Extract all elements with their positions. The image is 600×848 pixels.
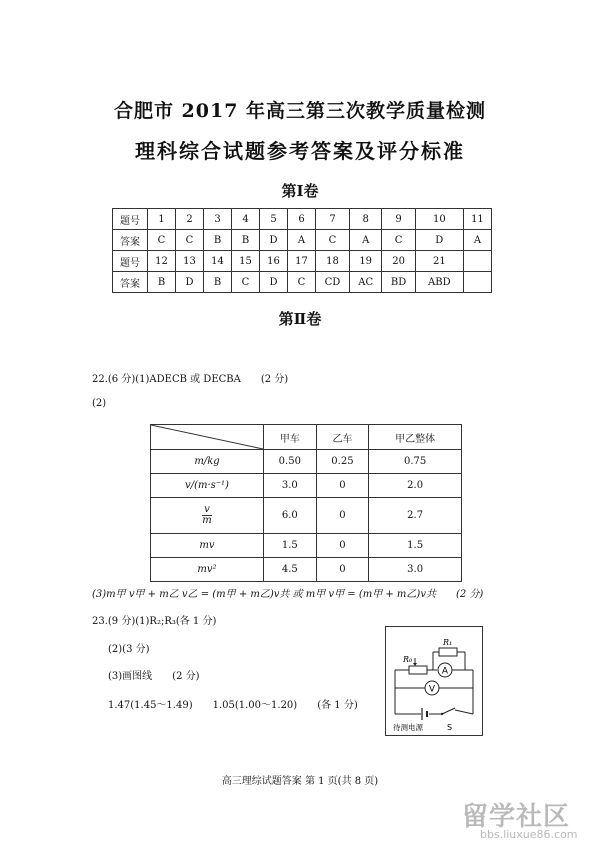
- answer-cell: CD: [316, 272, 350, 293]
- resistor-r0: [409, 666, 427, 674]
- question-number: 14: [204, 251, 232, 272]
- answer-key-table: [112, 208, 492, 293]
- momentum-data-table: [150, 424, 462, 582]
- table-cell: 0: [316, 558, 369, 582]
- r0-label: R₀: [403, 655, 413, 664]
- answer-cell: B: [204, 272, 232, 293]
- question-number: 19: [350, 251, 382, 272]
- question-number: 16: [260, 251, 288, 272]
- answer-cell: D: [415, 230, 463, 251]
- part1-heading: 第Ⅰ卷: [281, 182, 319, 200]
- column-header: 甲乙整体: [369, 425, 462, 450]
- table-cell: 0: [316, 474, 369, 498]
- question-number: 10: [415, 209, 463, 230]
- question-number: 2: [176, 209, 204, 230]
- row-label: 答案: [113, 230, 148, 251]
- question-number: 13: [176, 251, 204, 272]
- resistor-r1: [439, 648, 457, 656]
- question-number: 4: [232, 209, 260, 230]
- row-label: 答案: [113, 272, 148, 293]
- row-label: v/(m·s⁻¹): [151, 474, 264, 498]
- table-row: [151, 558, 462, 582]
- table-cell: 0.25: [316, 450, 369, 474]
- table-row: [113, 209, 492, 230]
- answer-cell: A: [288, 230, 316, 251]
- answer-cell: ABD: [415, 272, 463, 293]
- answer-cell: C: [176, 230, 204, 251]
- q22-answer-1: 22.(6 分)(1)ADECB 或 DECBA (2 分): [92, 374, 289, 385]
- switch-blade: [442, 708, 455, 714]
- answer-cell: C: [148, 230, 176, 251]
- question-number: 12: [148, 251, 176, 272]
- row-label-fraction: [151, 498, 264, 534]
- row-label: 题号: [113, 251, 148, 272]
- diagonal-header-cell: [151, 425, 264, 450]
- page-footer: 高三理综试题答案 第 1 页(共 8 页): [221, 776, 379, 787]
- diagonal-line: [151, 425, 263, 449]
- question-number: 21: [415, 251, 463, 272]
- ammeter-label: A: [441, 666, 449, 677]
- table-row: [151, 498, 462, 534]
- voltmeter-label: V: [428, 684, 436, 695]
- part2-heading: 第Ⅱ卷: [278, 310, 322, 328]
- question-number: 3: [204, 209, 232, 230]
- empty-cell: [463, 272, 491, 293]
- source-label: 待测电源: [393, 723, 423, 732]
- table-row: [151, 450, 462, 474]
- answer-cell: C: [232, 272, 260, 293]
- answer-cell: B: [232, 230, 260, 251]
- q22-answer-3: (3)m甲 v甲 + m乙 v乙 = (m甲 + m乙)v共 或 m甲 v甲 = (m甲 + m乙)v共 (2 分): [92, 589, 484, 600]
- row-label: m/kg: [151, 450, 264, 474]
- answer-cell: BD: [382, 272, 415, 293]
- table-cell: 6.0: [264, 498, 317, 534]
- table-cell: 2.7: [369, 498, 462, 534]
- q23-answer-4: 1.47(1.45～1.49) 1.05(1.00～1.20) (各 1 分): [108, 700, 358, 711]
- table-cell: 2.0: [369, 474, 462, 498]
- watermark-logo: 留学社区: [462, 802, 571, 832]
- answer-cell: C: [288, 272, 316, 293]
- table-row: [151, 534, 462, 558]
- table-row: [151, 474, 462, 498]
- table-row: [113, 230, 492, 251]
- r1-label: R₁: [443, 638, 453, 647]
- fraction: [202, 505, 212, 527]
- q23-answer-3: (3)画图线 (2 分): [108, 671, 200, 682]
- switch-label: S: [447, 723, 453, 732]
- table-cell: 0: [316, 498, 369, 534]
- question-number: 8: [350, 209, 382, 230]
- circuit-diagram: [385, 626, 483, 736]
- question-number: 6: [288, 209, 316, 230]
- answer-cell: C: [316, 230, 350, 251]
- table-cell: 0.50: [264, 450, 317, 474]
- row-label: mv: [151, 534, 264, 558]
- answer-cell: B: [204, 230, 232, 251]
- table-cell: 1.5: [264, 534, 317, 558]
- question-number: 20: [382, 251, 415, 272]
- question-number: 9: [382, 209, 415, 230]
- q22-part2-label: (2): [92, 398, 107, 409]
- table-cell: 3.0: [264, 474, 317, 498]
- table-cell: 1.5: [369, 534, 462, 558]
- fraction-numerator: v: [204, 503, 210, 515]
- question-number: 15: [232, 251, 260, 272]
- answer-cell: AC: [350, 272, 382, 293]
- document-title: 合肥市 2017 年高三第三次教学质量检测: [113, 100, 487, 122]
- answer-cell: A: [463, 230, 491, 251]
- document-subtitle: 理科综合试题参考答案及评分标准: [135, 139, 465, 163]
- answer-cell: D: [260, 230, 288, 251]
- row-label: mv²: [151, 558, 264, 582]
- column-header: 乙车: [316, 425, 369, 450]
- answer-cell: A: [350, 230, 382, 251]
- watermark-url: bbs.liuxue86.com: [480, 828, 578, 841]
- empty-cell: [463, 251, 491, 272]
- question-number: 5: [260, 209, 288, 230]
- question-number: 17: [288, 251, 316, 272]
- table-row: [113, 251, 492, 272]
- table-cell: 4.5: [264, 558, 317, 582]
- row-label: 题号: [113, 209, 148, 230]
- q23-answer-2: (2)(3 分): [108, 644, 150, 655]
- table-cell: 3.0: [369, 558, 462, 582]
- table-cell: 0: [316, 534, 369, 558]
- answer-cell: D: [260, 272, 288, 293]
- q23-answer-1: 23.(9 分)(1)R₂;R₃(各 1 分): [92, 616, 217, 627]
- question-number: 18: [316, 251, 350, 272]
- table-row: [151, 425, 462, 450]
- question-number: 1: [148, 209, 176, 230]
- question-number: 7: [316, 209, 350, 230]
- fraction-denominator: m: [202, 515, 212, 526]
- question-number: 11: [463, 209, 491, 230]
- answer-cell: C: [382, 230, 415, 251]
- column-header: 甲车: [264, 425, 317, 450]
- table-cell: 0.75: [369, 450, 462, 474]
- answer-cell: B: [148, 272, 176, 293]
- table-row: [113, 272, 492, 293]
- answer-cell: D: [176, 272, 204, 293]
